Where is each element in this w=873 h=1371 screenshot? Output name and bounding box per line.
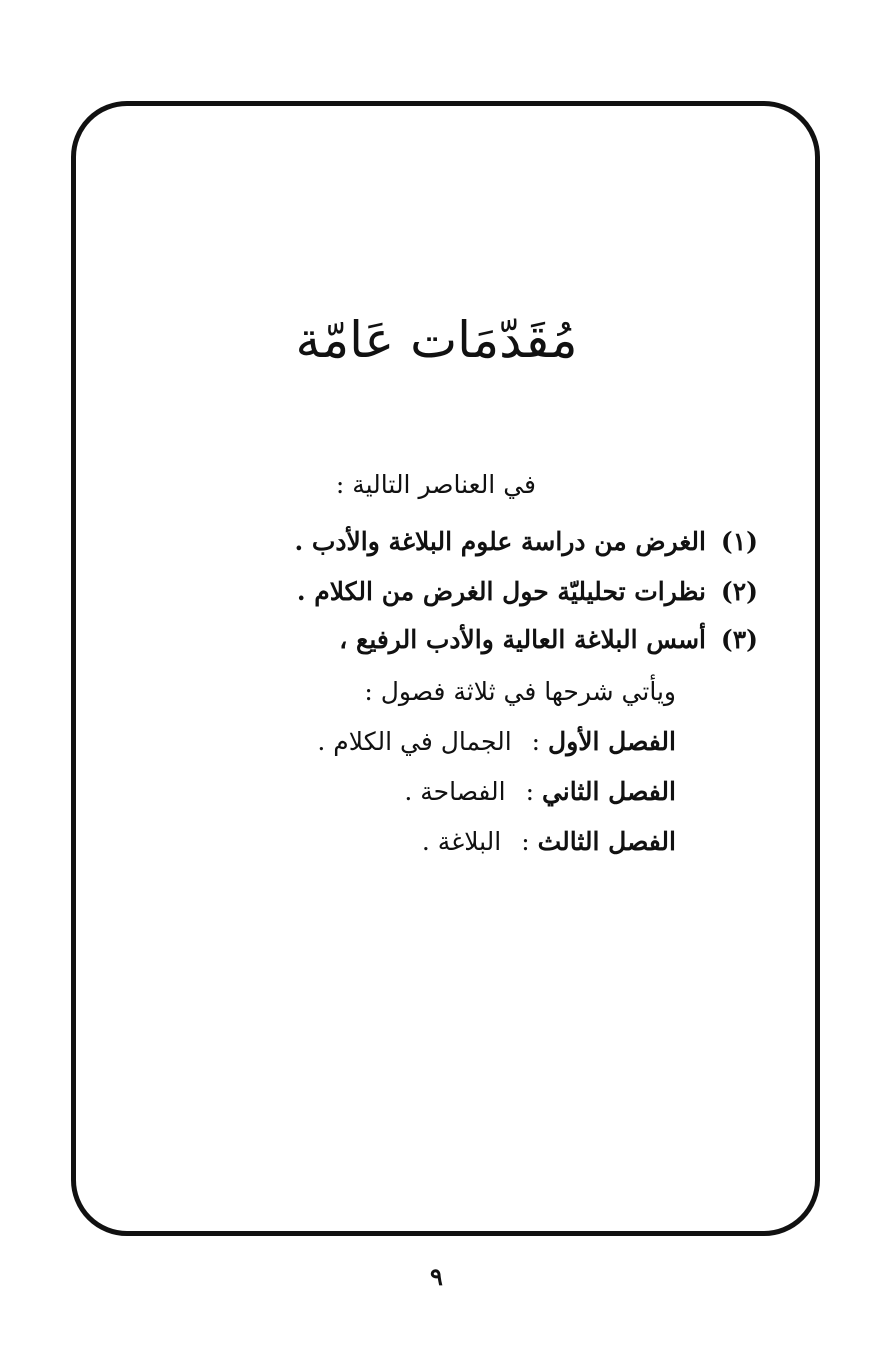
chapter-title: الجمال في الكلام .: [317, 727, 512, 756]
page-title: مُقَدّمَات عَامّة: [295, 311, 578, 369]
list-item: [294, 522, 758, 562]
chapter-title: الفصاحة .: [404, 777, 506, 806]
intro-text: في العناصر التالية :: [335, 470, 536, 499]
chapter-separator: :: [525, 777, 534, 806]
page-border-frame: [71, 101, 820, 1236]
list-item-text: نظرات تحليليّة حول الغرض من الكلام .: [296, 577, 706, 606]
list-item-text: أسس البلاغة العالية والأدب الرفيع ،: [339, 625, 706, 654]
chapter-label: الفصل الثاني: [541, 777, 676, 806]
continuation-text: ويأتي شرحها في ثلاثة فصول :: [364, 677, 676, 706]
list-item-number: (٣): [720, 625, 758, 654]
list-item: [339, 620, 758, 660]
list-item: [297, 572, 758, 612]
list-item-number: (١): [720, 527, 758, 556]
list-item-text: الغرض من دراسة علوم البلاغة والأدب .: [294, 527, 706, 556]
chapter-line: [317, 722, 676, 762]
page-number: ٩: [430, 1262, 443, 1291]
chapter-label: الفصل الثالث: [537, 827, 676, 856]
list-item-number: (٢): [720, 577, 758, 606]
chapter-label: الفصل الأول: [548, 727, 676, 756]
chapter-line: [404, 772, 676, 812]
chapter-separator: :: [531, 727, 541, 756]
chapter-title: البلاغة .: [421, 827, 502, 856]
chapter-separator: :: [521, 827, 530, 856]
chapter-line: [422, 822, 676, 862]
